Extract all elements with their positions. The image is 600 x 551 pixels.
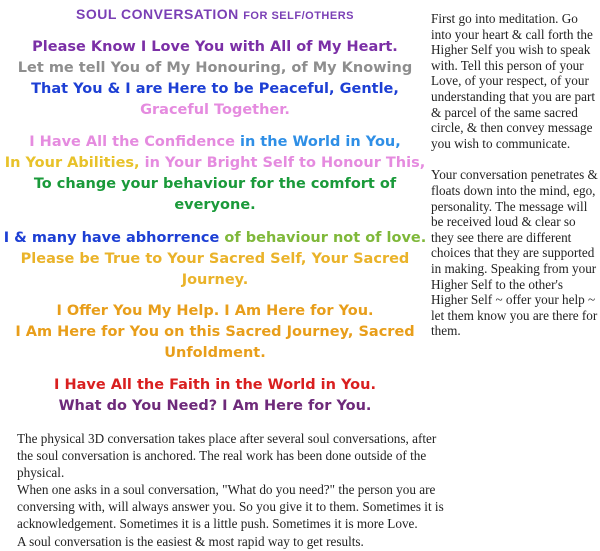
affirmation-line: I Offer You My Help. I Am Here for You. bbox=[56, 303, 374, 319]
affirmation-line: Please be True to Your Sacred Self, Your Sacred bbox=[20, 251, 410, 267]
title-sub: FOR SELF/OTHERS bbox=[243, 10, 354, 22]
affirmation-line: That You & I are Here to be Peaceful, Gentle, bbox=[31, 81, 399, 97]
affirmation-faith bbox=[0, 375, 430, 417]
affirmation-line bbox=[0, 228, 430, 249]
affirmation-segment: In Your Abilities, bbox=[4, 155, 145, 171]
affirmation-line: everyone. bbox=[174, 197, 256, 213]
body-paragraph: The physical 3D conversation takes place after several soul conversations, after the soul conversation is anchored. The real work has been done outside of the physical. bbox=[17, 431, 437, 480]
body-paragraph: When one asks in a soul conversation, "What do you need?" the person you are conversing with, will always answer you. So you give it to them. Sometimes it is acknowledgement. Sometimes it is a little push. Sometimes it is more Love. bbox=[17, 482, 444, 531]
affirmation-line: What do You Need? I Am Here for You. bbox=[58, 398, 372, 414]
affirmation-line: To change your behaviour for the comfort of bbox=[33, 176, 397, 192]
affirmation-line: Let me tell You of My Honouring, of My Knowing bbox=[17, 60, 413, 76]
affirmation-line: Graceful Together. bbox=[140, 102, 290, 118]
affirmation-line bbox=[0, 132, 430, 153]
sidebar-paragraph: First go into meditation. Go into your heart & call forth the Higher Self you wish to speak with. Tell this person of your Love, of your respect, of your understanding that you are part & parcel of the same sacred circle, & then convey message you wish to communicate. bbox=[431, 11, 596, 151]
affirmation-line: Please Know I Love You with All of My Heart. bbox=[32, 39, 398, 55]
body-paragraph: A soul conversation is the easiest & most rapid way to get results. bbox=[17, 534, 364, 549]
affirmation-segment: in the World in You, bbox=[239, 134, 401, 150]
affirmation-line: I Am Here for You on this Sacred Journey, Sacred bbox=[15, 324, 415, 340]
affirmation-segment: of behaviour not of love. bbox=[224, 230, 427, 246]
affirmation-help bbox=[0, 301, 430, 364]
sidebar-instructions bbox=[431, 11, 600, 339]
affirmation-segment: I & many have abhorrence bbox=[3, 230, 225, 246]
affirmation-segment: I Have All the Confidence bbox=[29, 134, 240, 150]
affirmation-love bbox=[0, 37, 430, 121]
affirmation-segment: in Your Bright Self to Honour This, bbox=[144, 155, 426, 171]
affirmation-abhorrence bbox=[0, 228, 430, 291]
affirmation-line: I Have All the Faith in the World in You. bbox=[54, 377, 376, 393]
affirmation-line: Unfoldment. bbox=[164, 345, 266, 361]
affirmation-line bbox=[0, 153, 430, 174]
page-title bbox=[0, 6, 430, 22]
sidebar-paragraph: Your conversation penetrates & floats down into the mind, ego, personality. The message will be received loud & clear so they see there are different choices that they are supported in making. Speaking from your Higher Self to the other's Higher Self ~ offer your help ~ let them know you are there for them. bbox=[431, 167, 598, 339]
affirmation-confidence bbox=[0, 132, 430, 216]
affirmation-line: Journey. bbox=[181, 272, 249, 288]
title-main: SOUL CONVERSATION bbox=[76, 6, 239, 22]
